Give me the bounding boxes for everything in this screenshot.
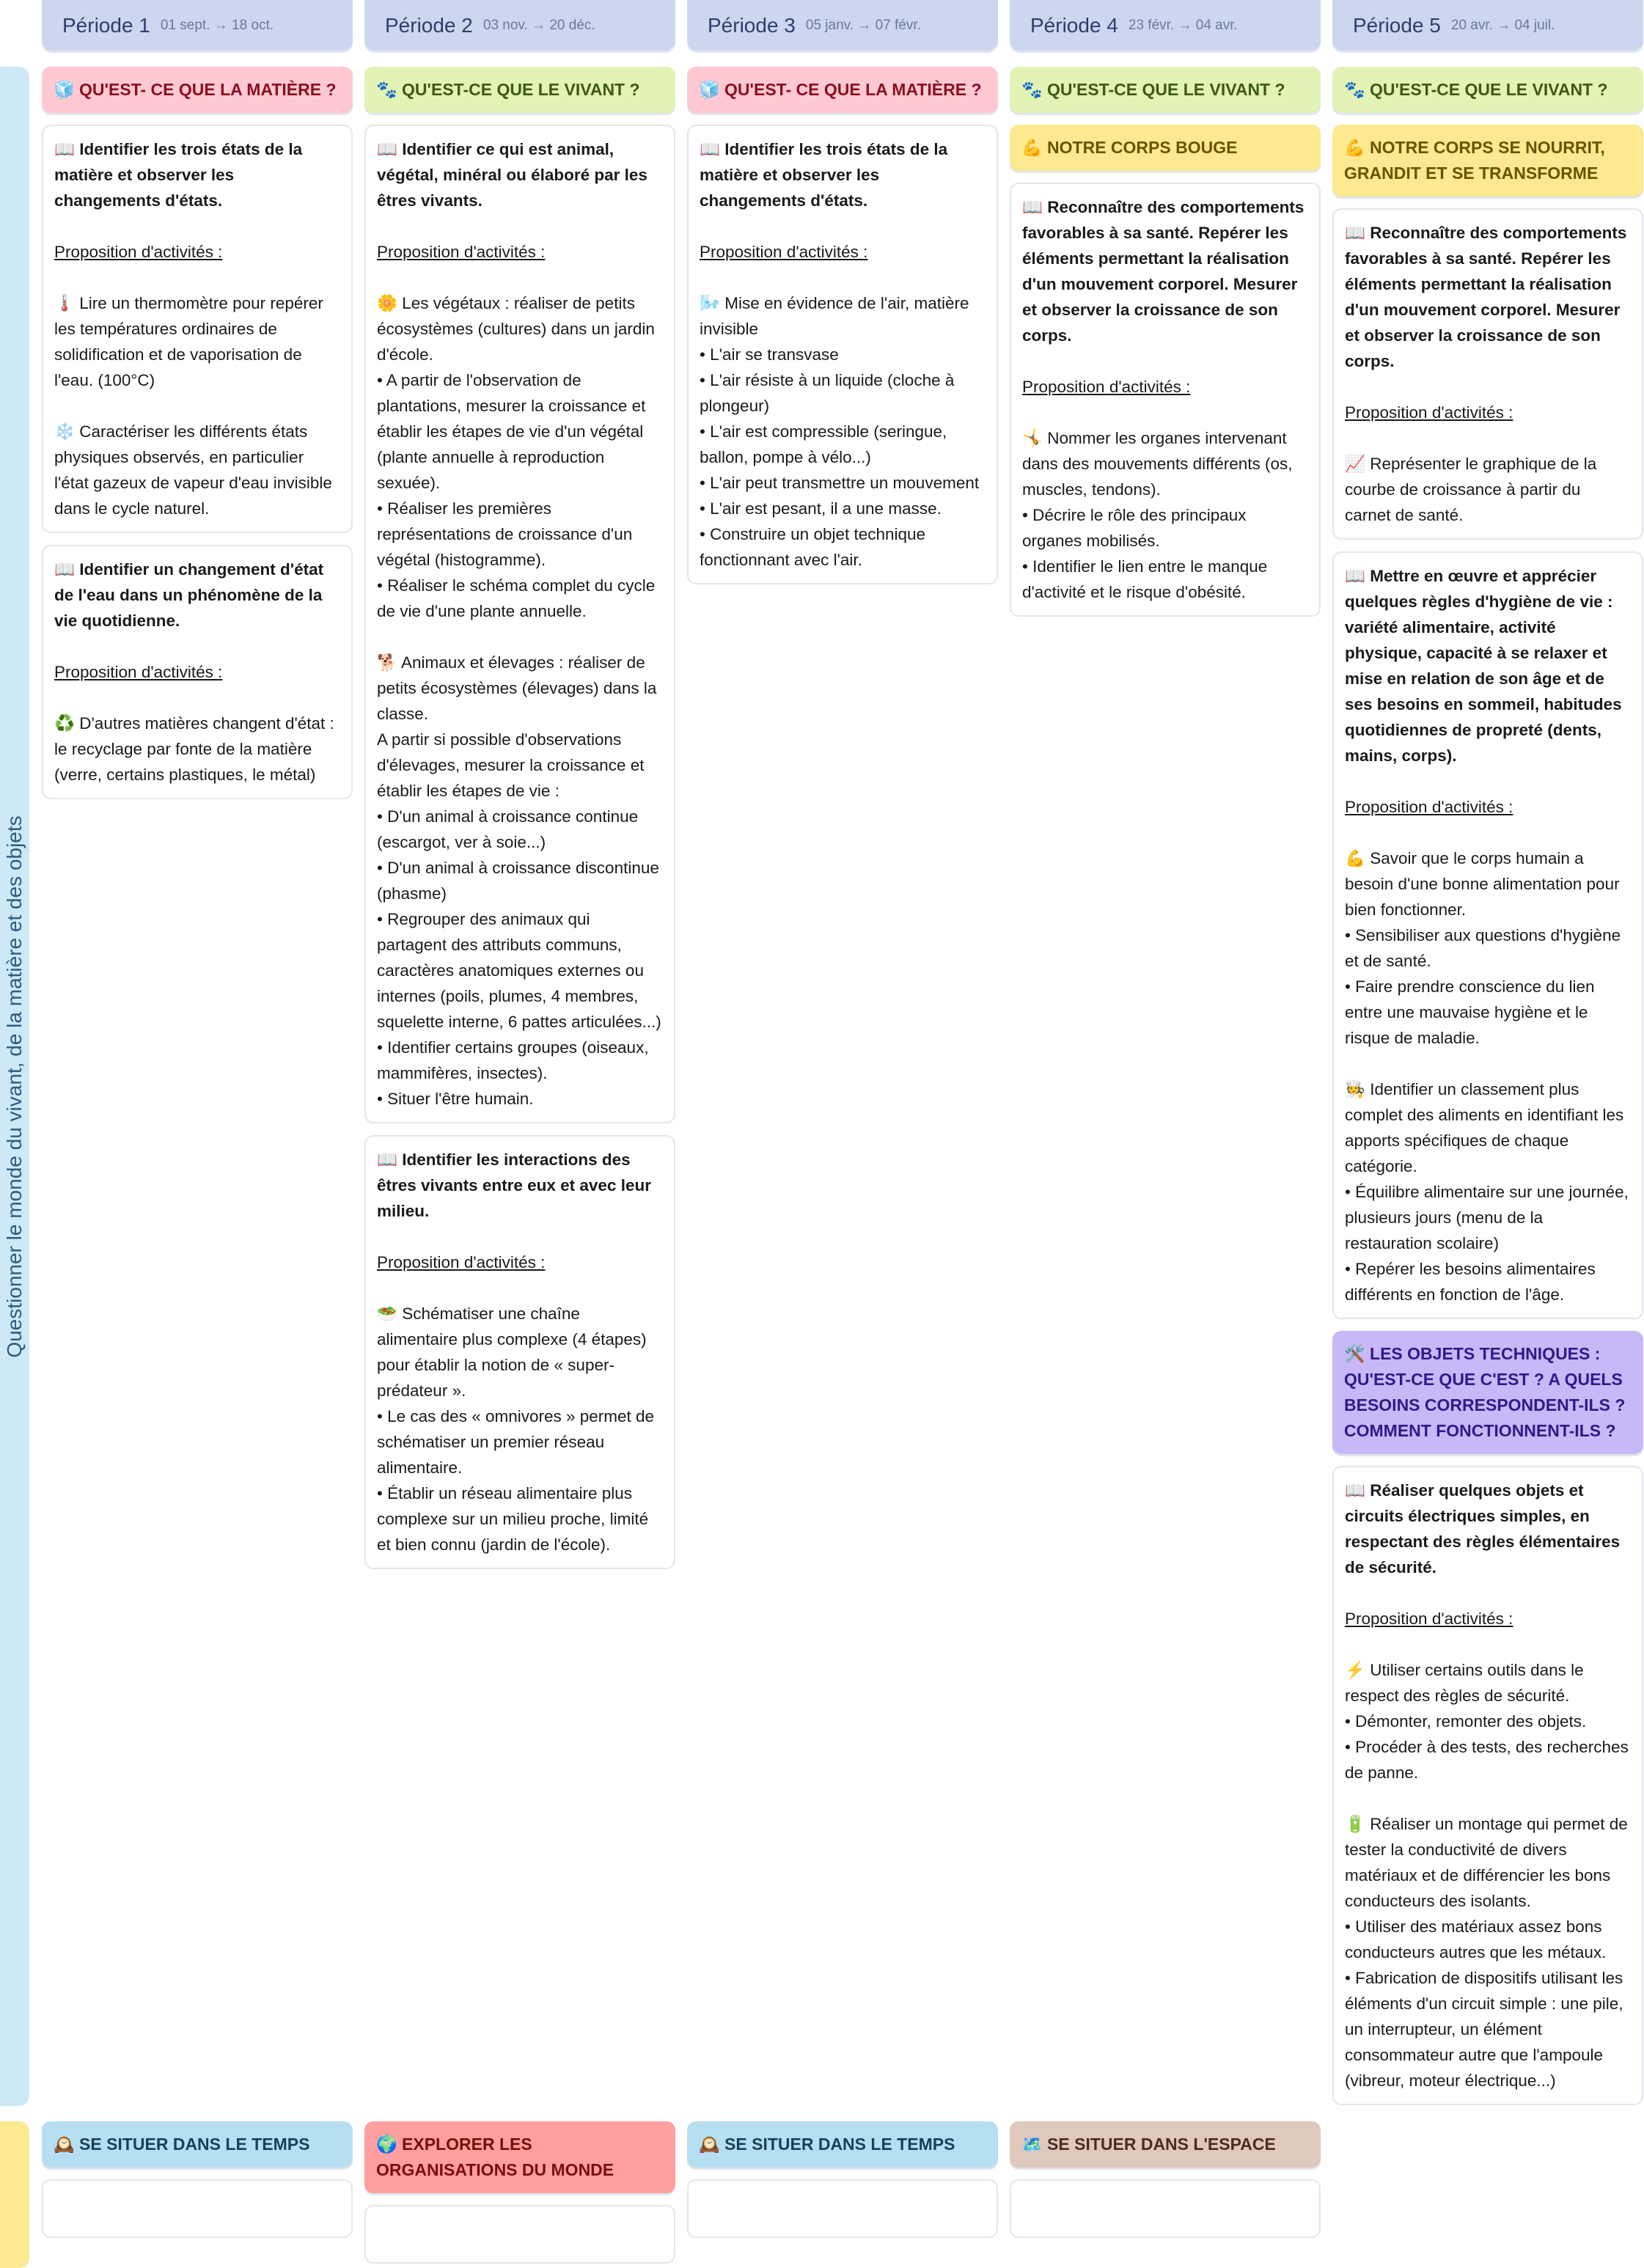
period-label: Période 3 — [708, 13, 796, 37]
activity-group — [377, 290, 663, 624]
objective-card — [42, 2179, 353, 2238]
activity-line: • Repérer les besoins alimentaires différents en fonction de l'âge. — [1345, 1260, 1596, 1304]
objective-card — [687, 2179, 998, 2238]
activity-line: 💪 Savoir que le corps humain a besoin d'une bonne alimentation pour bien fonctionner. — [1345, 849, 1620, 919]
theme-label: NOTRE CORPS SE NOURRIT, GRANDIT ET SE TRANSFORME — [1344, 138, 1605, 183]
theme-icon: 🌍 — [376, 2135, 397, 2154]
theme-header[interactable] — [1332, 67, 1643, 113]
activity-line: 🥗 Schématiser une chaîne alimentaire plus complexe (4 étapes) pour établir la notion de « super-prédateur ». — [377, 1304, 647, 1400]
activity-line: • Équilibre alimentaire sur une journée, plusieurs jours (menu de la restauration scolaire) — [1345, 1183, 1629, 1252]
activity-line: • L'air se transvase — [700, 345, 839, 364]
theme-header[interactable] — [687, 67, 998, 113]
objective-card — [687, 125, 998, 584]
activity-group — [1022, 425, 1308, 605]
activity-line: • D'un animal à croissance continue (escargot, ver à soie...) — [377, 807, 639, 851]
theme-icon: 🐾 — [376, 80, 397, 99]
activity-line: • L'air est pesant, il a une masse. — [700, 499, 942, 518]
activity-line: • Établir un réseau alimentaire plus complexe sur un milieu proche, limité et bien connu (jardin de l'école). — [377, 1484, 649, 1554]
theme-label: SE SITUER DANS LE TEMPS — [724, 2135, 955, 2154]
period-label: Période 5 — [1353, 13, 1441, 37]
activity-line: • Faire prendre conscience du lien entre une mauvaise hygiène et le risque de maladie. — [1345, 977, 1595, 1047]
objective-card — [1332, 1466, 1643, 2105]
row-label-strip — [0, 67, 29, 2106]
period-column — [1010, 67, 1321, 617]
activities-heading: Proposition d'activités : — [1345, 403, 1513, 422]
period-dates: 23 févr. → 04 avr. — [1128, 17, 1238, 33]
activity-line: • Fabrication de dispositifs utilisant les éléments d'un circuit simple : une pile, un interrupteur, un élément consommateur autre que l'ampoule (vibreur, moteur électrique...) — [1345, 1969, 1623, 2090]
activity-line: • Le cas des « omnivores » permet de schématiser un premier réseau alimentaire. — [377, 1407, 655, 1477]
theme-header[interactable] — [1010, 2121, 1321, 2168]
activity-line: • L'air est compressible (seringue, ballon, pompe à vélo...) — [700, 422, 947, 466]
activity-line: • Procéder à des tests, des recherches de panne. — [1345, 1738, 1629, 1782]
period-column — [364, 67, 675, 1569]
activity-line: • D'un animal à croissance discontinue (phasme) — [377, 859, 659, 903]
theme-label: QU'EST-CE QUE LE VIVANT ? — [402, 80, 640, 99]
activities-heading: Proposition d'activités : — [377, 1253, 546, 1271]
period-column — [42, 2121, 353, 2238]
period-label: Période 4 — [1030, 13, 1118, 37]
activities-heading: Proposition d'activités : — [377, 243, 546, 261]
period-header[interactable] — [364, 0, 675, 51]
objective-text: 📖 Identifier les interactions des êtres vivants entre eux et avec leur milieu. — [377, 1150, 651, 1220]
period-label: Période 1 — [62, 13, 150, 37]
theme-header[interactable] — [364, 67, 675, 113]
theme-icon: 🧊 — [54, 80, 75, 99]
theme-icon: 💪 — [1344, 138, 1365, 157]
objective-text: 📖 Mettre en œuvre et apprécier quelques règles d'hygiène de vie : variété alimentaire, activité physique, capacité à se relaxer et mise en relation de son âge et de ses besoins en sommeil, habitudes quotidiennes de propreté (dents, mains, corps). — [1345, 567, 1622, 765]
objective-card — [42, 545, 353, 799]
activities-heading: Proposition d'activités : — [1345, 1610, 1513, 1628]
row-label-strip — [0, 2121, 29, 2268]
activities-heading: Proposition d'activités : — [1345, 798, 1513, 816]
activity-group — [54, 711, 340, 788]
activity-group — [1345, 1811, 1631, 2093]
activity-line: • Réaliser les premières représentations de croissance d'un végétal (histogramme). — [377, 499, 633, 569]
theme-label: QU'EST- CE QUE LA MATIÈRE ? — [79, 80, 337, 99]
activity-line: 🌡️ Lire un thermomètre pour repérer les températures ordinaires de solidification et de vaporisation de l'eau. (100°C) — [54, 294, 323, 389]
theme-label: QU'EST- CE QUE LA MATIÈRE ? — [724, 80, 982, 99]
period-header[interactable] — [687, 0, 998, 51]
theme-icon: 💪 — [1021, 138, 1043, 157]
activity-group — [1345, 1657, 1631, 1786]
activity-group — [377, 1301, 663, 1557]
objective-text: 📖 Identifier les trois états de la matière et observer les changements d'états. — [54, 140, 303, 210]
objective-card — [1332, 551, 1643, 1319]
theme-label: QU'EST-CE QUE LE VIVANT ? — [1370, 80, 1608, 99]
period-header[interactable] — [42, 0, 353, 51]
activity-line: • Identifier le lien entre le manque d'activité et le risque d'obésité. — [1022, 557, 1268, 601]
activity-group — [54, 419, 340, 521]
activity-line: • L'air peut transmettre un mouvement — [700, 474, 980, 492]
activity-line: 🐕 Animaux et élevages : réaliser de petits écosystèmes (élevages) dans la classe. — [377, 653, 657, 723]
theme-label: SE SITUER DANS LE TEMPS — [79, 2135, 310, 2154]
activity-line: • L'air résiste à un liquide (cloche à plongeur) — [700, 371, 955, 415]
theme-header[interactable] — [1332, 125, 1643, 197]
activity-group — [700, 290, 986, 573]
theme-label: QU'EST-CE QUE LE VIVANT ? — [1047, 80, 1285, 99]
activity-group — [377, 650, 663, 1112]
activity-line: ❄️ Caractériser les différents états physiques observés, en particulier l'état gazeux de vapeur d'eau invisible dans le cycle naturel. — [54, 422, 332, 518]
theme-header[interactable] — [364, 2121, 675, 2193]
period-column — [42, 67, 353, 799]
period-column — [1332, 67, 1643, 2105]
activity-line: • Démonter, remonter des objets. — [1345, 1712, 1587, 1731]
theme-header[interactable] — [42, 2121, 353, 2168]
activity-line: 🌼 Les végétaux : réaliser de petits écosystèmes (cultures) dans un jardin d'école. — [377, 294, 655, 364]
activity-group — [1345, 451, 1631, 528]
activity-line: 🔋 Réaliser un montage qui permet de tester la conductivité de divers matériaux et de différencier les bons conducteurs des isolants. — [1345, 1815, 1628, 1910]
activity-line: 🤸 Nommer les organes intervenant dans des mouvements différents (os, muscles, tendons). — [1022, 429, 1293, 499]
activity-line: 🧑‍🍳 Identifier un classement plus complet des aliments en identifiant les apports spécifiques de chaque catégorie. — [1345, 1080, 1624, 1175]
theme-header[interactable] — [687, 2121, 998, 2168]
period-label: Période 2 — [385, 13, 473, 37]
period-dates: 03 nov. → 20 déc. — [482, 17, 595, 33]
activities-heading: Proposition d'activités : — [54, 243, 223, 261]
objective-text: 📖 Identifier les trois états de la matière et observer les changements d'états. — [700, 140, 948, 210]
activities-heading: Proposition d'activités : — [700, 243, 868, 261]
period-header[interactable] — [1332, 0, 1643, 51]
period-dates: 20 avr. → 04 juil. — [1450, 17, 1555, 33]
activity-line: • Utiliser des matériaux assez bons conducteurs autres que les métaux. — [1345, 1917, 1607, 1961]
activity-line: 📈 Représenter le graphique de la courbe de croissance à partir du carnet de santé. — [1345, 455, 1597, 524]
theme-label: EXPLORER LES ORGANISATIONS DU MONDE — [376, 2135, 614, 2179]
theme-icon: 🗺️ — [1021, 2135, 1043, 2154]
activity-line: • Regrouper des animaux qui partagent des attributs communs, caractères anatomiques externes ou internes (poils, plumes, 4 membres, squelette interne, 6 pattes articulées...) — [377, 910, 661, 1031]
objective-text: 📖 Identifier ce qui est animal, végétal, minéral ou élaboré par les êtres vivants. — [377, 140, 647, 210]
objective-card — [42, 125, 353, 533]
theme-header[interactable] — [1332, 1331, 1643, 1454]
period-column — [687, 2121, 998, 2238]
theme-label: LES OBJETS TECHNIQUES : QU'EST-CE QUE C'EST ? A QUELS BESOINS CORRESPONDENT-ILS ? COMMENT FONCTIONNENT-ILS ? — [1344, 1344, 1626, 1440]
objective-card — [1010, 183, 1321, 617]
period-column — [687, 67, 998, 584]
objective-card — [364, 2205, 675, 2264]
objective-card — [1010, 2179, 1321, 2238]
row-label: Questionner le monde du vivant, de la matière et des objets — [3, 815, 26, 1358]
activity-line: • Identifier certains groupes (oiseaux, mammifères, insectes). — [377, 1038, 649, 1082]
activity-line: • Situer l'être humain. — [377, 1090, 534, 1108]
theme-icon: 🕰️ — [54, 2135, 75, 2154]
objective-text: 📖 Reconnaître des comportements favorables à sa santé. Repérer les éléments permettant la réalisation d'un mouvement corporel. Mesurer et observer la croissance de son corps. — [1345, 224, 1627, 370]
objective-text: 📖 Reconnaître des comportements favorables à sa santé. Repérer les éléments permettant la réalisation d'un mouvement corporel. Mesurer et observer la croissance de son corps. — [1022, 198, 1304, 345]
theme-label: NOTRE CORPS BOUGE — [1047, 138, 1238, 157]
activity-line: A partir si possible d'observations d'élevages, mesurer la croissance et établir les étapes de vie : — [377, 730, 645, 800]
activity-line: ⚡ Utiliser certains outils dans le respect des règles de sécurité. — [1345, 1661, 1584, 1705]
activity-line: • Sensibiliser aux questions d'hygiène et de santé. — [1345, 926, 1621, 970]
activity-group — [1345, 845, 1631, 1051]
activity-line: • Décrire le rôle des principaux organes mobilisés. — [1022, 506, 1247, 550]
activity-line: 🌬️ Mise en évidence de l'air, matière invisible — [700, 294, 969, 338]
period-dates: 01 sept. → 18 oct. — [160, 17, 274, 33]
activities-heading: Proposition d'activités : — [1022, 378, 1191, 396]
theme-header[interactable] — [42, 67, 353, 113]
period-dates: 05 janv. → 07 févr. — [805, 17, 921, 33]
period-column — [1010, 2121, 1321, 2238]
activity-group — [54, 290, 340, 393]
activity-line: • Réaliser le schéma complet du cycle de vie d'une plante annuelle. — [377, 576, 656, 620]
objective-text: 📖 Réaliser quelques objets et circuits électriques simples, en respectant des règles élémentaires de sécurité. — [1345, 1481, 1621, 1577]
activity-line: • Construire un objet technique fonctionnant avec l'air. — [700, 525, 926, 569]
theme-icon: 🐾 — [1344, 80, 1365, 99]
activity-group — [1345, 1076, 1631, 1307]
theme-label: SE SITUER DANS L'ESPACE — [1047, 2135, 1276, 2154]
period-column — [364, 2121, 675, 2264]
objective-card — [364, 1135, 675, 1569]
period-header[interactable] — [1010, 0, 1321, 51]
activity-line: • A partir de l'observation de plantations, mesurer la croissance et établir les étapes de vie d'un végétal (plante annuelle à reproduction sexuée). — [377, 371, 646, 492]
theme-icon: 🐾 — [1021, 80, 1043, 99]
objective-card — [1332, 208, 1643, 540]
activity-line: ♻️ D'autres matières changent d'état : le recyclage par fonte de la matière (verre, certains plastiques, le métal) — [54, 714, 334, 784]
theme-icon: 🧊 — [699, 80, 720, 99]
theme-header[interactable] — [1010, 67, 1321, 113]
theme-header[interactable] — [1010, 125, 1321, 171]
objective-card — [364, 125, 675, 1123]
theme-icon: 🛠️ — [1344, 1344, 1365, 1363]
objective-text: 📖 Identifier un changement d'état de l'eau dans un phénomène de la vie quotidienne. — [54, 560, 324, 630]
activities-heading: Proposition d'activités : — [54, 663, 223, 681]
theme-icon: 🕰️ — [699, 2135, 720, 2154]
